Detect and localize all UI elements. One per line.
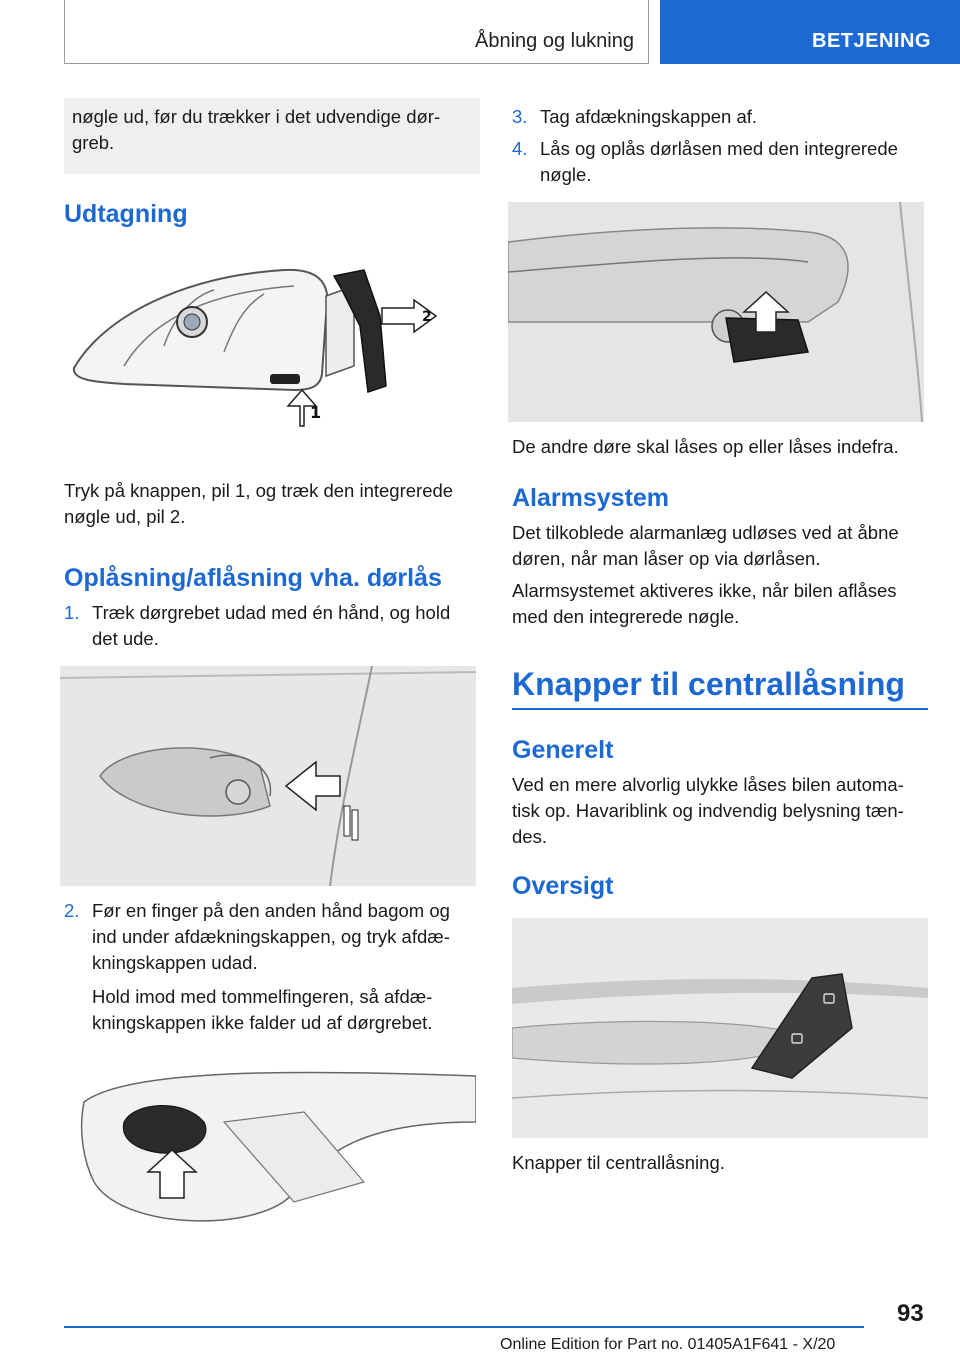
heading-alarm: Alarmsystem [512,484,670,512]
note-text: nøgle ud, før du trækker i det udvendige dør‐greb. [72,106,441,153]
list-item-step-1 [64,600,476,656]
other-doors-text: De andre døre skal låses op eller låses indefra. [512,436,899,457]
general-paragraph: Ved en mere alvorlig ulykke låses bilen automa‐tisk op. Havariblink og indvendig belysning tæn‐des. [512,774,904,847]
heading-unlock: Oplåsning/aflåsning vha. dørlås [64,564,442,592]
footer-rule [64,1326,864,1328]
section-label: BETJENING [812,30,931,52]
step-number: 3. [512,106,528,127]
arrow-2-label: 2 [422,309,432,325]
step-number: 4. [512,138,528,159]
note-box [64,98,480,174]
heading-general: Generelt [512,736,614,764]
step-text: Før en finger på den anden hånd bagom og ind under afdækningskappen, og tryk afdæ‐kningskappen udad. [92,900,450,973]
step-text: Tag afdækningskappen af. [540,106,758,127]
heading-overview: Oversigt [512,872,614,900]
step-text: Træk dørgrebet udad med én hånd, og hold det ude. [92,602,451,649]
key-fob-illustration [64,256,480,456]
cover-cap-illustration [64,1062,476,1232]
caption-buttons: Knapper til centrallåsning. [512,1152,725,1173]
step-number: 2. [64,900,80,921]
page-number: 93 [897,1300,924,1327]
list-item-step-4 [512,136,924,192]
list-item-step-2 [64,898,476,978]
key-in-lock-photo [508,202,924,422]
list-item-step-3 [512,104,924,132]
edition-text[interactable]: Online Edition for Part no. 01405A1F641 - X/20 [500,1336,836,1353]
heading-rule [512,708,928,710]
heading-removal: Udtagning [64,200,188,228]
alarm-paragraph-1: Det tilkoblede alarmanlæg udløses ved at åbne døren, når man låser op via dørlåsen. [512,522,899,569]
arrow-1-label: 1 [310,403,322,422]
heading-central-locking: Knapper til centrallåsning [512,666,905,702]
chapter-title: Åbning og lukning [474,30,634,52]
step-text: Lås og oplås dørlåsen med den integrerede nøgle. [540,138,898,185]
central-locking-photo [512,918,928,1138]
door-handle-photo [60,666,476,886]
step-2-extra: Hold imod med tommelfingeren, så afdæ‐kningskappen ikke falder ud af dørgrebet. [92,986,433,1033]
header-section-tab[interactable] [660,0,960,64]
caption-removal: Tryk på knappen, pil 1, og træk den integrerede nøgle ud, pil 2. [64,480,454,527]
alarm-paragraph-2: Alarmsystemet aktiveres ikke, når bilen aflåses med den integrerede nøgle. [512,580,897,627]
header-chapter-box [64,0,649,64]
step-number: 1. [64,602,80,623]
